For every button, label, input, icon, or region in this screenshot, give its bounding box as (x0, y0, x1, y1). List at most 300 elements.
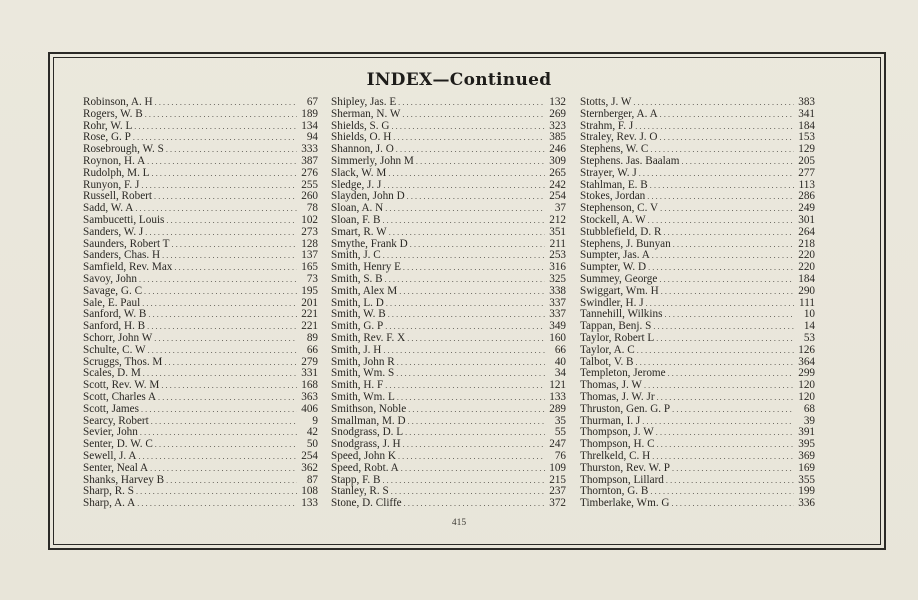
entry-page-number: 133 (301, 497, 318, 510)
entry-name: Searcy, Robert (83, 414, 149, 427)
entry-name: Smith, W. B (331, 308, 386, 321)
entry-page-number: 221 (301, 308, 318, 321)
dot-leader (389, 227, 545, 239)
entry-page-number: 341 (798, 107, 815, 120)
entry-name: Slack, W. M (331, 166, 387, 179)
index-entry (83, 392, 318, 404)
dot-leader (403, 439, 545, 451)
entry-page-number: 212 (549, 213, 566, 226)
dot-leader (143, 368, 297, 380)
entry-name: Robinson, A. H (83, 96, 153, 108)
index-entry (580, 215, 815, 227)
entry-page-number: 40 (554, 355, 566, 368)
index-entry (580, 274, 815, 286)
dot-leader (383, 180, 545, 192)
entry-page-number: 34 (554, 367, 566, 380)
entry-page-number: 336 (798, 497, 815, 510)
entry-name: Shipley, Jas. E (331, 96, 397, 108)
entry-name: Sumpter, W. D (580, 261, 647, 274)
dot-leader (647, 191, 794, 203)
entry-name: Smith, Wm. L (331, 390, 395, 403)
index-entry (580, 463, 815, 475)
entry-name: Shanks, Harvey B (83, 473, 165, 486)
entry-page-number: 211 (549, 237, 566, 250)
index-column-1 (83, 97, 318, 510)
index-entry (580, 227, 815, 239)
dot-leader (660, 109, 794, 121)
dot-leader (673, 239, 794, 251)
index-entry (83, 168, 318, 180)
dot-leader (166, 144, 297, 156)
entry-page-number: 383 (798, 96, 815, 108)
index-entry (83, 215, 318, 227)
dot-leader (668, 368, 794, 380)
entry-name: Thompson, H. C (580, 438, 655, 451)
entry-page-number: 10 (803, 308, 815, 321)
dot-leader (388, 309, 545, 321)
dot-leader (383, 345, 545, 357)
dot-leader (407, 333, 545, 345)
entry-page-number: 269 (549, 107, 566, 120)
entry-name: Russell, Robert (83, 190, 152, 203)
entry-page-number: 249 (798, 202, 815, 215)
entry-name: Sherman, N. W (331, 107, 401, 120)
dot-leader (142, 298, 297, 310)
dot-leader (399, 286, 545, 298)
entry-page-number: 169 (798, 461, 815, 474)
index-entry (83, 463, 318, 475)
entry-name: Smithson, Noble (331, 402, 407, 415)
entry-name: Shields, O. H (331, 131, 392, 144)
entry-page-number: 133 (549, 390, 566, 403)
entry-page-number: 66 (554, 343, 566, 356)
dot-leader (664, 309, 794, 321)
entry-name: Scruggs, Thos. M (83, 355, 163, 368)
entry-name: Tannehill, Wilkins (580, 308, 663, 321)
entry-page-number: 364 (798, 355, 815, 368)
dot-leader (403, 262, 545, 274)
entry-page-number: 237 (549, 485, 566, 498)
page-title: INDEX—Continued (366, 70, 552, 90)
dot-leader (659, 274, 794, 286)
index-entry (331, 274, 566, 286)
entry-page-number: 246 (549, 143, 566, 156)
dot-leader (661, 286, 794, 298)
entry-name: Thompson, J. W (580, 426, 654, 439)
entry-name: Swiggart, Wm. H (580, 284, 659, 297)
entry-page-number: 264 (798, 225, 815, 238)
dot-leader (656, 333, 794, 345)
entry-page-number: 201 (301, 296, 318, 309)
entry-page-number: 309 (549, 154, 566, 167)
entry-name: Stubblefield, D. R (580, 225, 662, 238)
dot-leader (659, 132, 794, 144)
entry-page-number: 385 (549, 131, 566, 144)
entry-page-number: 301 (798, 213, 815, 226)
entry-page-number: 87 (306, 473, 318, 486)
entry-page-number: 316 (549, 261, 566, 274)
dot-leader (155, 97, 297, 109)
entry-page-number: 337 (549, 308, 566, 321)
dot-leader (398, 97, 545, 109)
dot-leader (161, 380, 297, 392)
dot-leader (388, 168, 545, 180)
dot-leader (144, 286, 297, 298)
entry-name: Rogers, W. B (83, 107, 143, 120)
dot-leader (666, 475, 794, 487)
entry-page-number: 349 (549, 320, 566, 333)
entry-page-number: 78 (306, 202, 318, 215)
entry-name: Sternberger, A. A (580, 107, 658, 120)
entry-page-number: 254 (301, 449, 318, 462)
entry-name: Stockell, A. W (580, 213, 646, 226)
entry-name: Smith, L. D (331, 296, 384, 309)
dot-leader (383, 250, 545, 262)
dot-leader (140, 427, 297, 439)
index-entry (580, 156, 815, 168)
index-entry (83, 333, 318, 345)
entry-name: Smith, S. B (331, 272, 383, 285)
dot-leader (164, 357, 297, 369)
index-entry (331, 109, 566, 121)
index-entry (83, 345, 318, 357)
dot-leader (672, 498, 795, 510)
entry-name: Thompson, Lillard (580, 473, 664, 486)
dot-leader (648, 215, 794, 227)
dot-leader (681, 156, 794, 168)
dot-leader (410, 239, 545, 251)
entry-page-number: 220 (798, 249, 815, 262)
index-entry (331, 286, 566, 298)
entry-page-number: 323 (549, 119, 566, 132)
index-entry (331, 227, 566, 239)
entry-page-number: 94 (306, 131, 318, 144)
entry-name: Thornton, G. B (580, 485, 649, 498)
entry-page-number: 109 (549, 461, 566, 474)
entry-page-number: 247 (549, 438, 566, 451)
entry-page-number: 50 (306, 438, 318, 451)
dot-leader (652, 250, 794, 262)
index-entry (580, 392, 815, 404)
entry-page-number: 289 (549, 402, 566, 415)
entry-page-number: 66 (306, 343, 318, 356)
dot-leader (639, 168, 794, 180)
dot-leader (407, 191, 545, 203)
entry-page-number: 406 (301, 402, 318, 415)
entry-name: Timberlake, Wm. G (580, 497, 670, 510)
entry-page-number: 37 (554, 202, 566, 215)
entry-page-number: 153 (798, 131, 815, 144)
entry-page-number: 9 (312, 414, 318, 427)
entry-page-number: 260 (301, 190, 318, 203)
entry-name: Swindler, H. J (580, 296, 644, 309)
dot-leader (385, 203, 545, 215)
entry-name: Taylor, A. C (580, 343, 635, 356)
dot-leader (138, 451, 297, 463)
index-entry (331, 333, 566, 345)
entry-name: Sledge, J. J (331, 178, 382, 191)
entry-page-number: 351 (549, 225, 566, 238)
entry-name: Thurston, Rev. W. P (580, 461, 671, 474)
entry-name: Snodgrass, J. H (331, 438, 401, 451)
dot-leader (158, 392, 297, 404)
entry-page-number: 134 (301, 119, 318, 132)
entry-page-number: 253 (549, 249, 566, 262)
entry-name: Sloan, F. B (331, 213, 381, 226)
entry-name: Rosebrough, W. S (83, 143, 164, 156)
entry-name: Thomas, J. W (580, 379, 642, 392)
entry-page-number: 184 (798, 272, 815, 285)
dot-leader (644, 380, 794, 392)
entry-name: Runyon, F. J (83, 178, 140, 191)
entry-name: Sale, E. Paul (83, 296, 141, 309)
index-entry (580, 404, 815, 416)
index-entry (331, 463, 566, 475)
entry-page-number: 35 (554, 414, 566, 427)
dot-leader (155, 439, 297, 451)
dot-leader (385, 321, 545, 333)
entry-name: Smith, Henry E (331, 261, 401, 274)
entry-name: Smith, Alex M (331, 284, 398, 297)
dot-leader (657, 392, 794, 404)
entry-page-number: 395 (798, 438, 815, 451)
entry-page-number: 372 (549, 497, 566, 510)
dot-leader (141, 404, 297, 416)
entry-page-number: 337 (549, 296, 566, 309)
entry-name: Simmerly, John M (331, 154, 414, 167)
entry-page-number: 195 (301, 284, 318, 297)
dot-leader (162, 250, 297, 262)
entry-page-number: 290 (798, 284, 815, 297)
dot-leader (672, 463, 794, 475)
entry-name: Shannon, J. O (331, 143, 394, 156)
dot-leader (397, 357, 545, 369)
dot-leader (154, 191, 297, 203)
entry-page-number: 391 (798, 426, 815, 439)
entry-name: Sambucetti, Louis (83, 213, 165, 226)
entry-page-number: 363 (301, 390, 318, 403)
entry-name: Stotts, J. W (580, 96, 632, 108)
entry-name: Sanford, H. B (83, 320, 146, 333)
index-column-2 (331, 97, 566, 510)
dot-leader (145, 109, 297, 121)
dot-leader (652, 451, 794, 463)
entry-page-number: 325 (549, 272, 566, 285)
dot-leader (393, 132, 545, 144)
dot-leader (408, 416, 545, 428)
entry-name: Schorr, John W (83, 331, 153, 344)
entry-page-number: 362 (301, 461, 318, 474)
index-entry (331, 345, 566, 357)
entry-page-number: 120 (798, 390, 815, 403)
index-entry (331, 215, 566, 227)
dot-leader (635, 121, 794, 133)
entry-page-number: 286 (798, 190, 815, 203)
entry-name: Sharp, A. A (83, 497, 136, 510)
entry-page-number: 120 (798, 379, 815, 392)
entry-page-number: 355 (798, 473, 815, 486)
entry-page-number: 121 (549, 379, 566, 392)
entry-name: Sanders, W. J (83, 225, 144, 238)
entry-page-number: 205 (798, 154, 815, 167)
entry-name: Tappan, Benj. S (580, 320, 652, 333)
dot-leader (385, 380, 545, 392)
dot-leader (145, 227, 297, 239)
index-entry (83, 404, 318, 416)
dot-leader (650, 180, 794, 192)
dot-leader (382, 475, 545, 487)
dot-leader (152, 168, 297, 180)
entry-page-number: 108 (301, 485, 318, 498)
entry-page-number: 220 (798, 261, 815, 274)
entry-name: Smallman, M. D (331, 414, 406, 427)
entry-name: Schulte, C. W (83, 343, 146, 356)
index-entry (83, 498, 318, 510)
entry-name: Thruston, Gen. G. P (580, 402, 671, 415)
dot-leader (397, 392, 545, 404)
entry-name: Stanley, R. S (331, 485, 389, 498)
entry-name: Rudolph, M. L (83, 166, 150, 179)
index-entry (331, 168, 566, 180)
entry-page-number: 89 (306, 331, 318, 344)
index-entry (331, 404, 566, 416)
dot-leader (385, 274, 545, 286)
entry-page-number: 215 (549, 473, 566, 486)
entry-name: Smith, G. P (331, 320, 384, 333)
entry-name: Smith, Wm. S (331, 367, 395, 380)
dot-leader (166, 475, 297, 487)
entry-name: Sumpter, Jas. A (580, 249, 650, 262)
entry-name: Strayer, W. J (580, 166, 637, 179)
entry-name: Thomas, J. W. Jr (580, 390, 655, 403)
entry-name: Roynon, H. A (83, 154, 146, 167)
entry-name: Smith, H. F (331, 379, 384, 392)
entry-name: Scales, D. M (83, 367, 141, 380)
entry-page-number: 299 (798, 367, 815, 380)
index-entry (83, 227, 318, 239)
dot-leader (650, 486, 794, 498)
entry-page-number: 73 (306, 272, 318, 285)
entry-page-number: 279 (301, 355, 318, 368)
entry-name: Scott, Charles A (83, 390, 157, 403)
dot-leader (646, 298, 794, 310)
index-column-3 (580, 97, 815, 510)
index-entry (580, 451, 815, 463)
index-entry (580, 168, 815, 180)
entry-name: Straley, Rev. J. O (580, 131, 658, 144)
entry-name: Scott, James (83, 402, 139, 415)
entry-name: Saunders, Robert T (83, 237, 170, 250)
entry-name: Senter, Neal A (83, 461, 149, 474)
entry-name: Strahm, F. J (580, 119, 634, 132)
index-entry (83, 156, 318, 168)
entry-name: Templeton, Jerome (580, 367, 666, 380)
entry-name: Smith, Rev. F. X (331, 331, 406, 344)
entry-page-number: 189 (301, 107, 318, 120)
entry-page-number: 387 (301, 154, 318, 167)
entry-name: Rose, G. P (83, 131, 131, 144)
entry-name: Sanford, W. B (83, 308, 147, 321)
entry-name: Smythe, Frank D (331, 237, 408, 250)
entry-page-number: 331 (301, 367, 318, 380)
entry-page-number: 255 (301, 178, 318, 191)
entry-page-number: 67 (306, 96, 318, 108)
dot-leader (382, 215, 545, 227)
entry-name: Stephenson, C. V (580, 202, 659, 215)
entry-page-number: 265 (549, 166, 566, 179)
entry-name: Sanders, Chas. H (83, 249, 161, 262)
entry-page-number: 14 (803, 320, 815, 333)
entry-name: Taylor, Robert L (580, 331, 655, 344)
entry-page-number: 128 (301, 237, 318, 250)
entry-name: Summey, George (580, 272, 658, 285)
entry-page-number: 53 (803, 331, 815, 344)
dot-leader (150, 463, 297, 475)
entry-name: Stephens. Jas. Baalam (580, 154, 680, 167)
entry-page-number: 277 (798, 166, 815, 179)
entry-page-number: 218 (798, 237, 815, 250)
entry-page-number: 129 (798, 143, 815, 156)
index-entry (331, 451, 566, 463)
entry-name: Savoy, John (83, 272, 137, 285)
dot-leader (137, 498, 297, 510)
dot-leader (648, 262, 794, 274)
entry-name: Samfield, Rev. Max (83, 261, 173, 274)
dot-leader (637, 345, 794, 357)
index-entry (331, 498, 566, 510)
entry-page-number: 55 (554, 426, 566, 439)
dot-leader (151, 416, 297, 428)
dot-leader (174, 262, 297, 274)
entry-name: Talbot, V. B (580, 355, 634, 368)
entry-name: Smith, J. C (331, 249, 381, 262)
dot-leader (660, 203, 794, 215)
entry-page-number: 338 (549, 284, 566, 297)
dot-leader (139, 274, 297, 286)
entry-page-number: 42 (306, 426, 318, 439)
entry-page-number: 276 (301, 166, 318, 179)
entry-name: Senter, D. W. C (83, 438, 153, 451)
index-entry (580, 345, 815, 357)
entry-name: Smart, R. W (331, 225, 387, 238)
dot-leader (402, 109, 545, 121)
entry-page-number: 254 (549, 190, 566, 203)
entry-name: Stapp, F. B (331, 473, 381, 486)
entry-name: Stokes, Jordan (580, 190, 646, 203)
dot-leader (656, 427, 794, 439)
entry-page-number: 68 (803, 402, 815, 415)
entry-name: Threlkeld, C. H (580, 449, 651, 462)
dot-leader (141, 180, 297, 192)
entry-page-number: 137 (301, 249, 318, 262)
entry-name: Smith, J. H (331, 343, 382, 356)
entry-page-number: 76 (554, 449, 566, 462)
dot-leader (416, 156, 545, 168)
dot-leader (166, 215, 297, 227)
index-entry (83, 274, 318, 286)
dot-leader (398, 451, 545, 463)
dot-leader (396, 368, 545, 380)
dot-leader (653, 321, 794, 333)
dot-leader (396, 144, 545, 156)
index-entry (331, 156, 566, 168)
entry-name: Slayden, John D (331, 190, 405, 203)
entry-name: Rohr, W. L (83, 119, 133, 132)
page-number: 415 (451, 518, 467, 528)
entry-name: Stone, D. Cliffe (331, 497, 402, 510)
index-entry (83, 109, 318, 121)
dot-leader (391, 486, 545, 498)
